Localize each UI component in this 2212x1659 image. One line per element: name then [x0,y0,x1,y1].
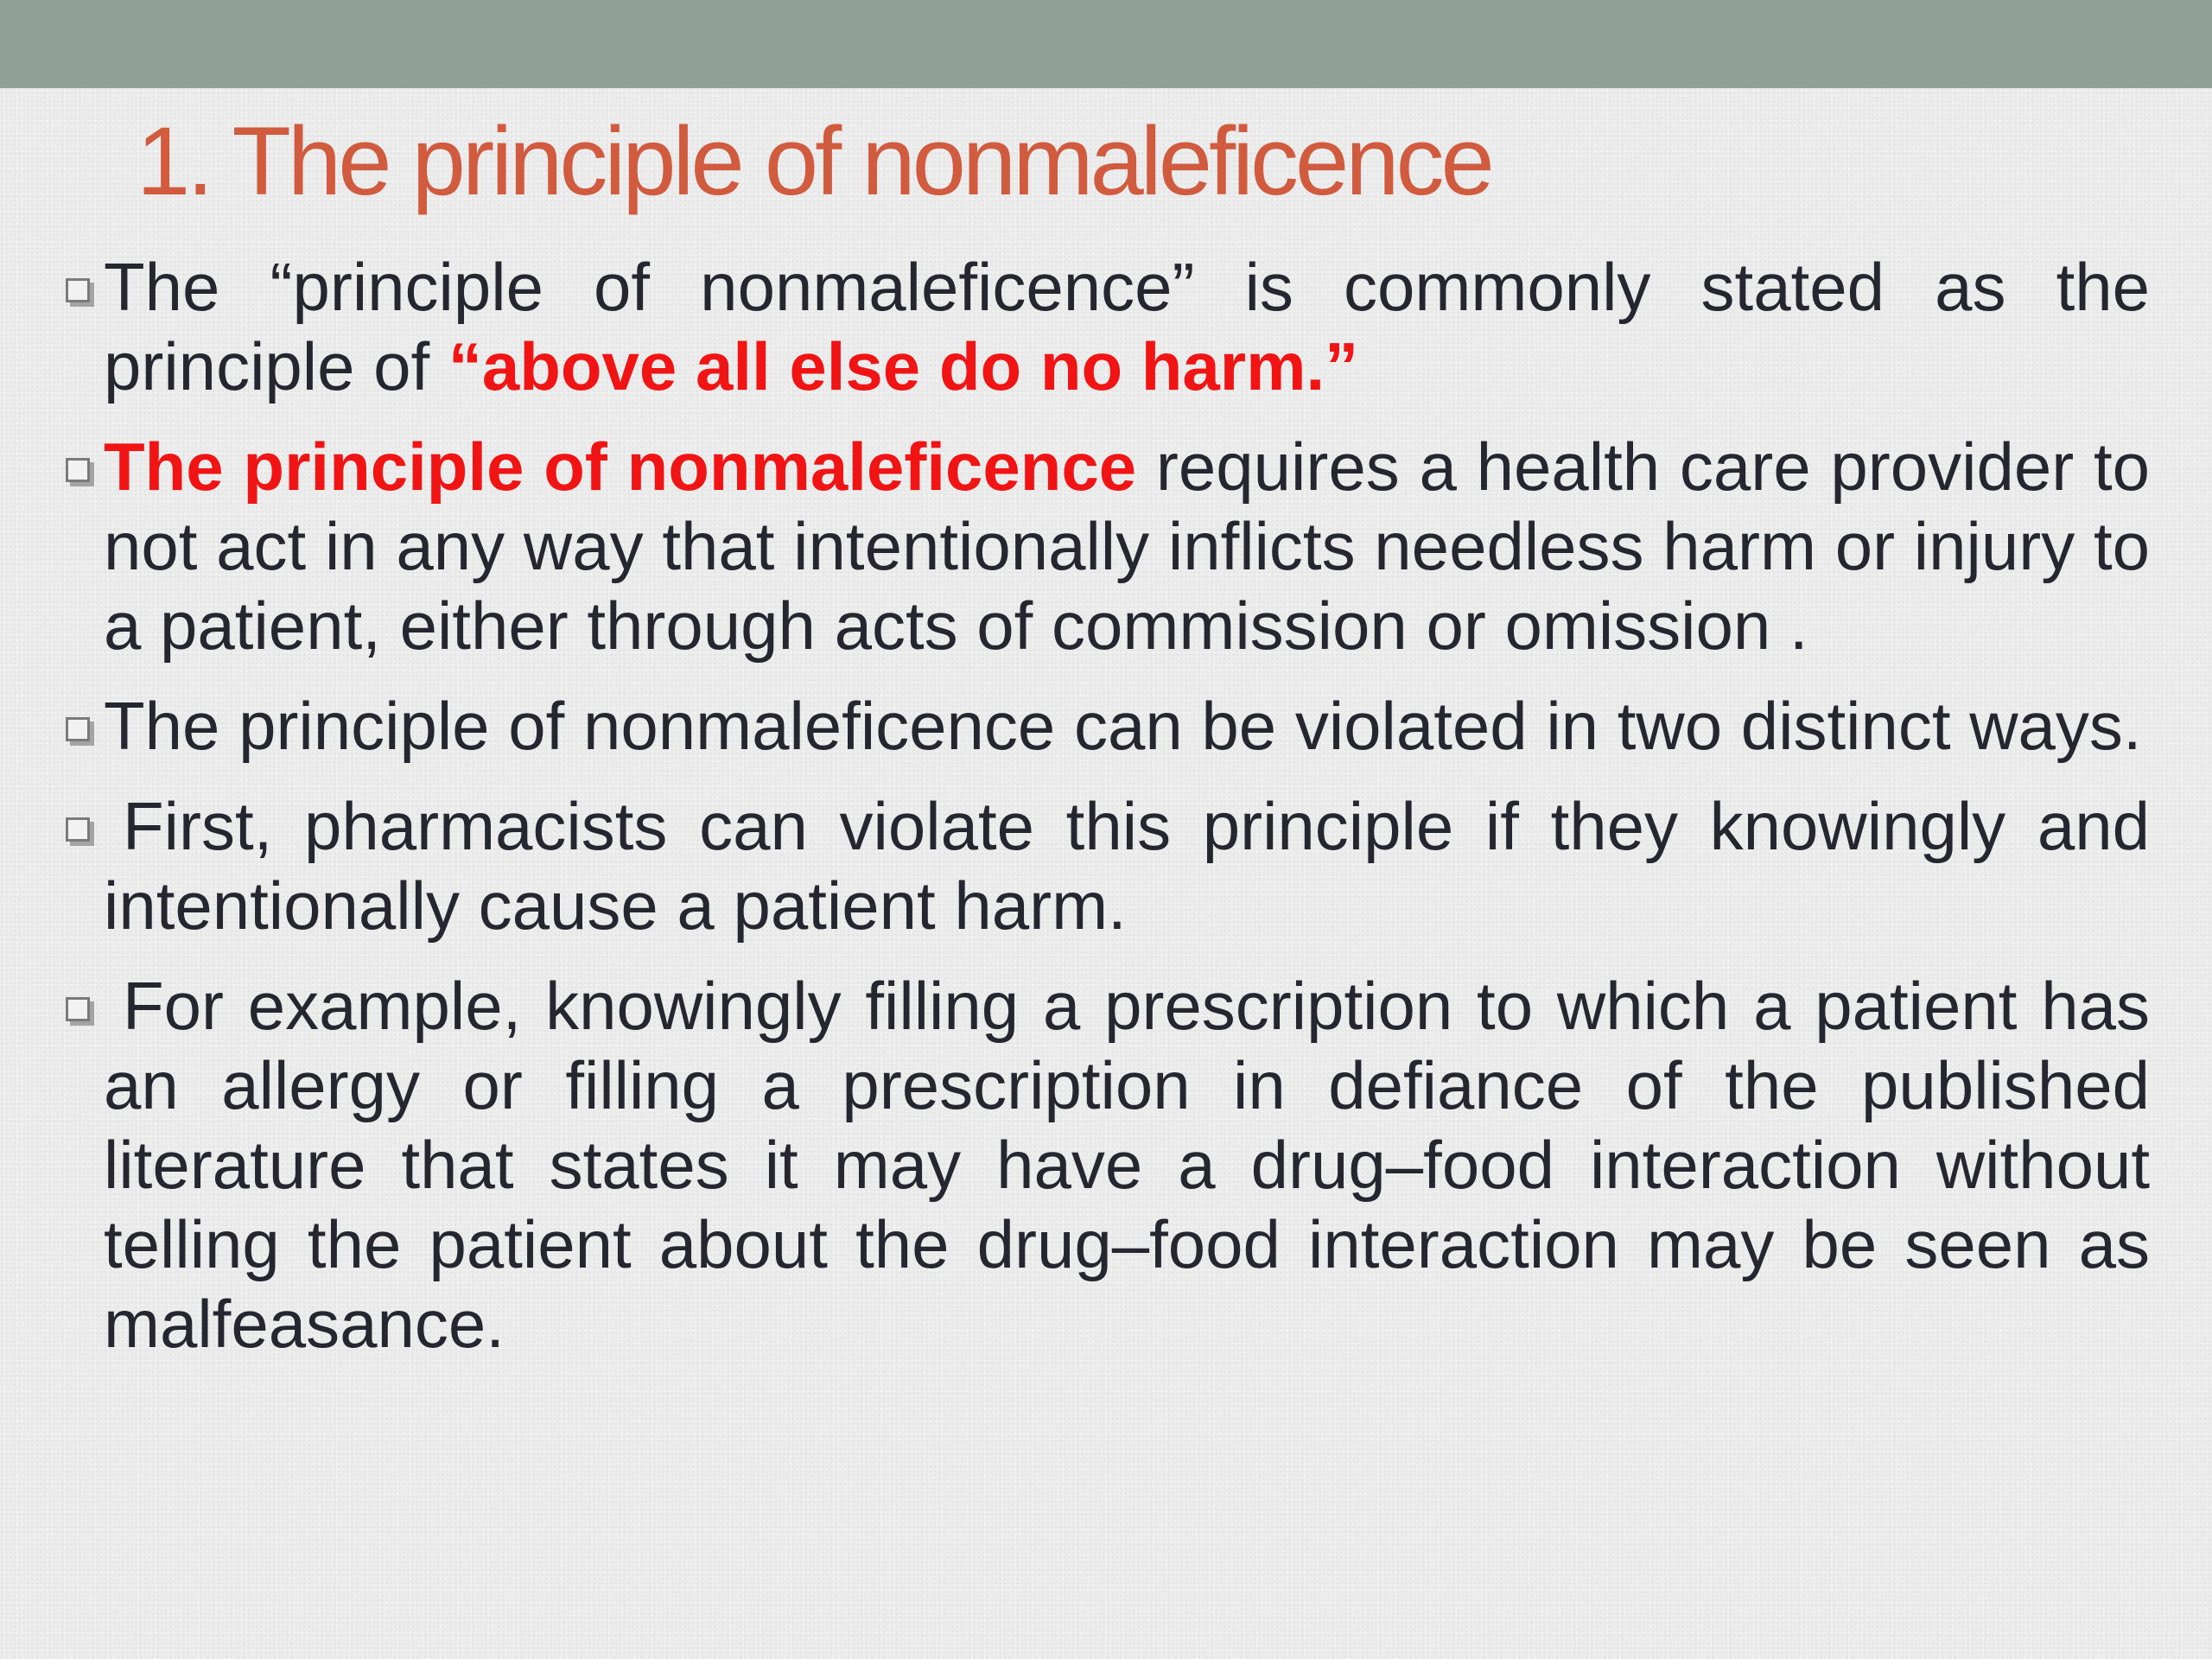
checkbox-icon [66,817,90,842]
bullet-item [62,427,2150,665]
checkbox-icon [66,458,90,482]
top-accent-bar [0,0,2212,88]
checkbox-icon [66,997,90,1021]
bullet-text [104,249,2150,404]
slide-title: 1. The principle of nonmaleficence [137,107,1491,215]
bullet-text [104,688,2142,764]
bullet-text-plain: The principle of nonmaleficence can be violated in two distinct ways. [104,688,2142,764]
bullet-text-plain: requires a health care provider to not act in any way that intentionally inflicts needless harm or injury to a patient, either through acts of commission or omission . [104,429,2150,664]
checkbox-icon [66,717,90,741]
bullet-text-plain: For example, knowingly filling a prescription to which a patient has an allergy or filling a prescription in defiance of the published literature that states it may have a drug–food interaction without telling the patient about the drug–food interaction may be seen as malfeasance. [104,968,2150,1362]
checkbox-icon [66,278,90,302]
bullet-text [104,429,2150,664]
bullet-text-plain: First, pharmacists can violate this principle if they knowingly and intentionally cause a patient harm. [104,788,2150,944]
bullet-item [62,247,2150,406]
bullet-text-emphasis: The principle of nonmaleficence [104,429,1137,505]
bullet-text-emphasis: “above all else do no harm.” [448,328,1359,404]
bullet-text [104,968,2150,1362]
bullet-item [62,686,2150,766]
bullet-text [104,788,2150,944]
bullet-item [62,786,2150,945]
bullet-list [62,247,2150,1384]
bullet-item [62,966,2150,1363]
bullet-text-plain: The “principle of nonmaleficence” is commonly stated as the principle of [104,249,2150,404]
